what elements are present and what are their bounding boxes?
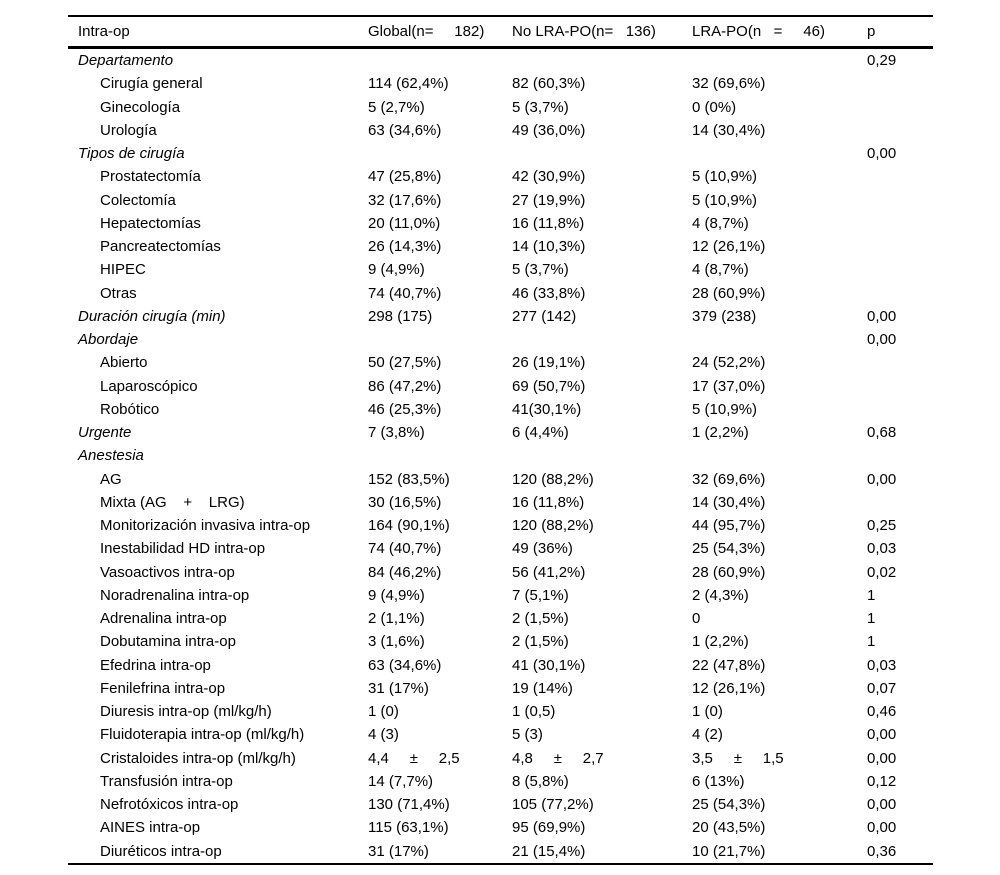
cell-lra-po: 25 (54,3%) [692, 540, 766, 558]
cell-global: 115 (63,1%) [368, 819, 449, 837]
cell-global: 26 (14,3%) [368, 238, 442, 255]
cell-p: 0,03 [867, 656, 897, 674]
row-label: Nefrotóxicos intra-op [100, 796, 239, 813]
cell-global: 4,4 ± 2,5 [368, 749, 460, 767]
cell-lra-po [692, 444, 867, 467]
cell-lra-po: 5 (10,9%) [692, 400, 758, 418]
cell-no-lra-po [512, 328, 692, 351]
cell-no-lra-po [512, 48, 692, 73]
cell-no-lra-po: 2 (1,5%) [512, 633, 569, 651]
table-row [68, 305, 933, 328]
cell-global: 114 (62,4%) [368, 75, 449, 93]
cell-lra-po: 1 (2,2%) [692, 633, 749, 651]
table-row [68, 677, 933, 700]
table-row [68, 282, 933, 305]
cell-global: 9 (4,9%) [368, 261, 425, 279]
table-row [68, 816, 933, 839]
cell-no-lra-po: 49 (36,0%) [512, 121, 586, 139]
cell-p [867, 119, 933, 142]
cell-p: 0,00 [867, 470, 897, 488]
row-label: Abierto [100, 354, 148, 372]
cell-lra-po: 4 (8,7%) [692, 214, 749, 232]
cell-lra-po: 0 (0%) [692, 98, 737, 116]
cell-global: 86 (47,2%) [368, 377, 442, 395]
cell-lra-po: 28 (60,9%) [692, 284, 766, 302]
row-label: Duración cirugía (min) [78, 307, 226, 325]
cell-p: 0,00 [867, 726, 897, 744]
cell-no-lra-po: 41(30,1%) [512, 400, 582, 418]
row-label: AG [100, 470, 122, 488]
cell-global: 4 (3) [368, 726, 399, 744]
cell-global: 31 (17%) [368, 679, 429, 697]
cell-p [867, 375, 933, 398]
cell-lra-po: 32 (69,6%) [692, 75, 766, 93]
cell-lra-po: 6 (13%) [692, 772, 745, 790]
cell-global: 74 (40,7%) [368, 284, 442, 302]
column-header-p: p [867, 16, 933, 48]
row-label: Colectomía [100, 191, 176, 209]
cell-lra-po: 4 (2) [692, 726, 723, 744]
cell-no-lra-po: 7 (5,1%) [512, 586, 569, 604]
row-label: Ginecología [100, 98, 181, 116]
cell-global: 47 (25,8%) [368, 168, 442, 186]
cell-no-lra-po: 26 (19,1%) [512, 354, 586, 372]
cell-no-lra-po: 2 (1,5%) [512, 610, 569, 627]
row-label: Urgente [78, 424, 132, 441]
cell-lra-po [692, 142, 867, 165]
cell-p [867, 444, 933, 467]
cell-no-lra-po: 16 (11,8%) [512, 493, 585, 511]
cell-global: 9 (4,9%) [368, 586, 425, 604]
cell-global: 63 (34,6%) [368, 656, 442, 674]
cell-global: 30 (16,5%) [368, 493, 442, 511]
cell-p: 1 [867, 610, 876, 627]
cell-lra-po: 4 (8,7%) [692, 261, 749, 279]
cell-global: 1 (0) [368, 703, 399, 720]
column-header-intra-op: Intra-op [68, 16, 368, 48]
row-label: Diuréticos intra-op [100, 842, 222, 860]
table-row [68, 584, 933, 607]
cell-no-lra-po: 46 (33,8%) [512, 284, 586, 302]
cell-no-lra-po: 42 (30,9%) [512, 168, 586, 186]
cell-no-lra-po: 41 (30,1%) [512, 656, 586, 674]
table-row [68, 375, 933, 398]
cell-no-lra-po: 19 (14%) [512, 679, 573, 697]
table-row [68, 723, 933, 746]
table-row [68, 351, 933, 374]
column-header-no-lra-po: No LRA-PO(n= 136) [512, 16, 692, 48]
row-label: Fenilefrina intra-op [100, 679, 226, 697]
row-label: Departamento [78, 52, 174, 69]
cell-no-lra-po: 5 (3,7%) [512, 261, 569, 279]
intraop-table [68, 15, 933, 865]
cell-p [867, 282, 933, 305]
cell-global: 31 (17%) [368, 842, 429, 860]
row-label: AINES intra-op [100, 819, 201, 837]
cell-p [867, 212, 933, 235]
table-row [68, 793, 933, 816]
row-label: Prostatectomía [100, 168, 201, 186]
cell-no-lra-po: 6 (4,4%) [512, 424, 569, 441]
table-row [68, 444, 933, 467]
row-label: Urología [100, 121, 157, 139]
cell-no-lra-po: 69 (50,7%) [512, 377, 586, 395]
row-label: Otras [100, 284, 137, 302]
cell-p: 0,00 [867, 307, 897, 325]
cell-no-lra-po: 49 (36%) [512, 540, 573, 558]
cell-lra-po: 28 (60,9%) [692, 563, 766, 581]
cell-no-lra-po: 5 (3) [512, 726, 543, 744]
table-header [68, 16, 933, 48]
cell-p: 0,00 [867, 819, 897, 837]
row-label: Noradrenalina intra-op [100, 586, 250, 604]
cell-global: 74 (40,7%) [368, 540, 442, 558]
cell-lra-po: 24 (52,2%) [692, 354, 766, 372]
cell-global: 20 (11,0%) [368, 214, 441, 232]
cell-no-lra-po: 56 (41,2%) [512, 563, 586, 581]
cell-p: 0,36 [867, 842, 897, 860]
cell-global [368, 48, 512, 73]
table-row [68, 142, 933, 165]
table-row [68, 630, 933, 653]
cell-p: 0,00 [867, 749, 897, 767]
cell-p [867, 351, 933, 374]
cell-p [867, 189, 933, 212]
row-label: Inestabilidad HD intra-op [100, 540, 266, 558]
row-label: Laparoscópico [100, 377, 198, 395]
row-label: Dobutamina intra-op [100, 633, 236, 651]
cell-global: 152 (83,5%) [368, 470, 450, 488]
header-row [68, 16, 933, 48]
table-row [68, 654, 933, 677]
cell-no-lra-po: 120 (88,2%) [512, 517, 594, 534]
cell-lra-po: 25 (54,3%) [692, 796, 766, 813]
cell-p [867, 165, 933, 188]
table-row [68, 840, 933, 864]
table-row [68, 189, 933, 212]
cell-p: 0,46 [867, 703, 897, 720]
cell-lra-po: 10 (21,7%) [692, 842, 766, 860]
cell-lra-po: 20 (43,5%) [692, 819, 766, 837]
cell-lra-po: 14 (30,4%) [692, 493, 766, 511]
table-row [68, 607, 933, 630]
table-row [68, 119, 933, 142]
row-label: Tipos de cirugía [78, 145, 185, 162]
row-label: Transfusión intra-op [100, 772, 233, 790]
cell-global [368, 142, 512, 165]
cell-lra-po: 0 [692, 610, 701, 627]
cell-p: 0,68 [867, 424, 897, 441]
row-label: Pancreatectomías [100, 238, 221, 255]
cell-global: 5 (2,7%) [368, 98, 425, 116]
cell-no-lra-po [512, 444, 692, 467]
cell-lra-po: 5 (10,9%) [692, 191, 758, 209]
row-label: Cirugía general [100, 75, 203, 93]
table-body [68, 48, 933, 864]
table-row [68, 421, 933, 444]
cell-global: 164 (90,1%) [368, 517, 450, 534]
cell-global: 84 (46,2%) [368, 563, 442, 581]
cell-p [867, 235, 933, 258]
cell-p [867, 398, 933, 421]
cell-global: 3 (1,6%) [368, 633, 425, 651]
cell-no-lra-po: 1 (0,5) [512, 703, 556, 720]
cell-global: 298 (175) [368, 307, 433, 325]
cell-no-lra-po: 14 (10,3%) [512, 238, 586, 255]
cell-p: 1 [867, 586, 876, 604]
cell-p: 0,00 [867, 331, 897, 348]
table-row [68, 491, 933, 514]
cell-lra-po: 14 (30,4%) [692, 121, 766, 139]
cell-no-lra-po [512, 142, 692, 165]
row-label: Monitorización invasiva intra-op [100, 517, 311, 534]
table-row [68, 468, 933, 491]
cell-lra-po: 2 (4,3%) [692, 586, 749, 604]
cell-p: 0,03 [867, 540, 897, 558]
cell-lra-po: 17 (37,0%) [692, 377, 766, 395]
cell-p [867, 72, 933, 95]
cell-no-lra-po: 21 (15,4%) [512, 842, 586, 860]
cell-lra-po [692, 328, 867, 351]
cell-lra-po: 3,5 ± 1,5 [692, 749, 784, 767]
cell-global [368, 328, 512, 351]
cell-global: 63 (34,6%) [368, 121, 442, 139]
row-label: Hepatectomías [100, 214, 201, 232]
cell-p: 0,07 [867, 679, 897, 697]
column-header-global: Global(n= 182) [368, 16, 512, 48]
cell-lra-po: 1 (0) [692, 703, 723, 720]
cell-p [867, 96, 933, 119]
cell-global: 50 (27,5%) [368, 354, 442, 372]
table-row [68, 235, 933, 258]
table-row [68, 48, 933, 73]
table-row [68, 770, 933, 793]
row-label: Robótico [100, 400, 160, 418]
cell-p [867, 491, 933, 514]
table-row [68, 96, 933, 119]
table-row [68, 514, 933, 537]
cell-lra-po: 32 (69,6%) [692, 470, 766, 488]
table-row [68, 561, 933, 584]
table-row [68, 328, 933, 351]
cell-no-lra-po: 120 (88,2%) [512, 470, 594, 488]
cell-lra-po: 44 (95,7%) [692, 517, 766, 534]
cell-no-lra-po: 8 (5,8%) [512, 772, 569, 790]
cell-p: 0,02 [867, 563, 897, 581]
cell-lra-po: 12 (26,1%) [692, 238, 766, 255]
cell-global: 2 (1,1%) [368, 610, 425, 627]
table-row [68, 700, 933, 723]
cell-global: 130 (71,4%) [368, 796, 450, 813]
cell-lra-po: 22 (47,8%) [692, 656, 766, 674]
row-label: Anestesia [78, 447, 144, 465]
table-row [68, 212, 933, 235]
cell-lra-po: 1 (2,2%) [692, 424, 749, 441]
cell-no-lra-po: 277 (142) [512, 307, 577, 325]
cell-p: 0,00 [867, 796, 897, 813]
cell-p: 0,12 [867, 772, 897, 790]
cell-no-lra-po: 27 (19,9%) [512, 191, 586, 209]
cell-no-lra-po: 5 (3,7%) [512, 98, 569, 116]
row-label: Vasoactivos intra-op [100, 563, 235, 581]
cell-global [368, 444, 512, 467]
row-label: Fluidoterapia intra-op (ml/kg/h) [100, 726, 305, 744]
cell-p: 0,25 [867, 517, 897, 534]
cell-no-lra-po: 95 (69,9%) [512, 819, 586, 837]
cell-global: 46 (25,3%) [368, 400, 442, 418]
table-row [68, 398, 933, 421]
table-row [68, 537, 933, 560]
row-label: Efedrina intra-op [100, 656, 211, 674]
cell-p: 1 [867, 633, 876, 651]
cell-p [867, 258, 933, 281]
table-row [68, 258, 933, 281]
cell-p: 0,29 [867, 52, 897, 69]
cell-no-lra-po: 16 (11,8%) [512, 214, 585, 232]
column-header-lra-po: LRA-PO(n = 46) [692, 16, 867, 48]
cell-lra-po: 379 (238) [692, 307, 757, 325]
row-label: Mixta (AG + LRG) [100, 493, 245, 511]
row-label: Abordaje [78, 331, 139, 348]
cell-p: 0,00 [867, 145, 897, 162]
cell-no-lra-po: 105 (77,2%) [512, 796, 594, 813]
cell-no-lra-po: 82 (60,3%) [512, 75, 586, 93]
cell-global: 32 (17,6%) [368, 191, 442, 209]
cell-lra-po: 5 (10,9%) [692, 168, 758, 186]
cell-global: 14 (7,7%) [368, 772, 434, 790]
cell-no-lra-po: 4,8 ± 2,7 [512, 749, 604, 767]
cell-global: 7 (3,8%) [368, 424, 425, 441]
table-row [68, 747, 933, 770]
table-row [68, 165, 933, 188]
row-label: Adrenalina intra-op [100, 610, 227, 627]
row-label: Diuresis intra-op (ml/kg/h) [100, 703, 272, 720]
table-row [68, 72, 933, 95]
cell-lra-po [692, 48, 867, 73]
cell-lra-po: 12 (26,1%) [692, 679, 766, 697]
row-label: HIPEC [100, 261, 146, 279]
row-label: Cristaloides intra-op (ml/kg/h) [100, 749, 296, 767]
